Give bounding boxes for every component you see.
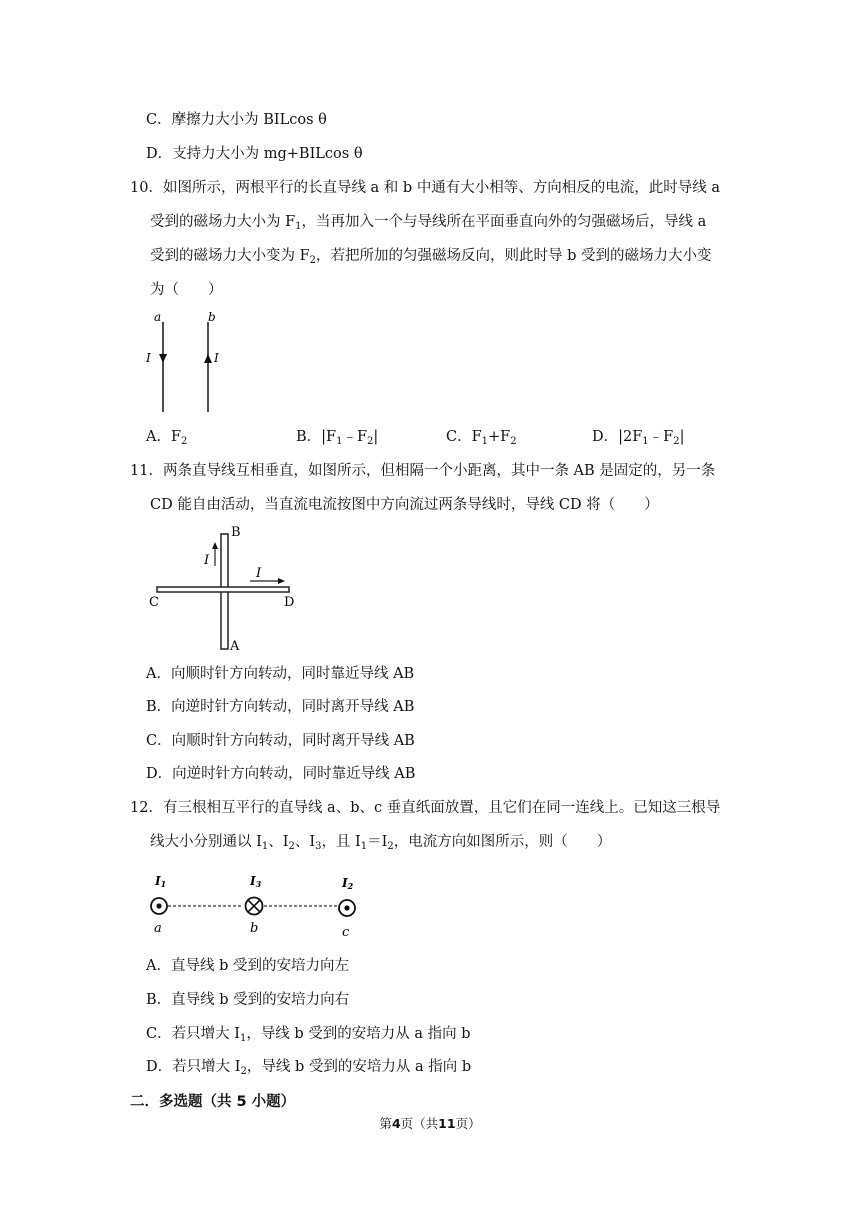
label-I-right: I xyxy=(214,351,219,365)
label-I1: I1 xyxy=(155,874,167,889)
q10-stem-line3: 受到的磁场力大小变为 $F_2$，若把所加的匀强磁场反向，则此时导 b 受到的磁场力大小变 xyxy=(150,248,712,266)
label-I3: I3 xyxy=(250,874,262,889)
label-D: D xyxy=(284,595,295,610)
q12-option-b: B．直导线 b 受到的安培力向右 xyxy=(146,992,350,1008)
q10-parallel-wires-diagram xyxy=(140,308,240,418)
q11-option-d: D．向逆时针方向转动，同时靠近导线 AB xyxy=(146,766,416,782)
wire-a-out-of-page-icon xyxy=(151,898,167,914)
q10-stem-line4: 为（ ） xyxy=(150,282,223,298)
wire-c-out-of-page-icon xyxy=(339,900,355,916)
q12-option-a: A．直导线 b 受到的安培力向左 xyxy=(146,958,349,974)
label-a: a xyxy=(154,921,162,936)
page-footer: 第4页（共11页） xyxy=(379,1116,481,1131)
q11-stem-line2: CD 能自由活动，当直流电流按图中方向流过两条导线时，导线 CD 将（ ） xyxy=(150,497,659,513)
q11-option-b: B．向逆时针方向转动，同时离开导线 AB xyxy=(146,699,415,715)
q10-option-c: C．$F_1+F_2$ xyxy=(446,429,517,447)
q12-option-c: C．若只增大 $I_1$，导线 b 受到的安培力从 a 指向 b xyxy=(146,1026,471,1044)
label-c: c xyxy=(342,925,350,940)
q11-option-c: C．向顺时针方向转动，同时离开导线 AB xyxy=(146,733,415,749)
q12-stem-line2: 线大小分别通以 $I_1$、$I_2$、$I_3$，且 $I_1=I_2$，电流方向如图所示，则（ ） xyxy=(150,834,612,852)
q12-stem-line1: 12．有三根相互平行的直导线 a、b、c 垂直纸面放置，且它们在同一连线上。已知这三根导 xyxy=(130,800,721,816)
q11-option-a: A．向顺时针方向转动，同时靠近导线 AB xyxy=(146,666,415,682)
q10-option-a: A．$F_2$ xyxy=(146,429,188,447)
label-A: A xyxy=(230,639,240,652)
q12-option-d: D．若只增大 $I_2$，导线 b 受到的安培力从 a 指向 b xyxy=(146,1059,472,1077)
q10-option-d: D．$|2F_1﹣F_2|$ xyxy=(592,429,685,447)
q11-stem-line1: 11．两条直导线互相垂直，如图所示，但相隔一个小距离，其中一条 AB 是固定的，另一条 xyxy=(130,463,716,479)
q12-three-wires-diagram xyxy=(140,870,370,942)
label-I2: I2 xyxy=(342,876,354,891)
current-arrow-up-icon xyxy=(212,542,218,549)
label-I-left: I xyxy=(146,351,151,365)
label-b: b xyxy=(208,310,216,324)
label-a: a xyxy=(154,310,162,324)
label-I-vertical: I xyxy=(204,553,210,568)
label-b: b xyxy=(250,921,259,936)
q10-option-b: B．$|F_1﹣F_2|$ xyxy=(296,429,379,447)
q10-stem-line1: 10．如图所示，两根平行的长直导线 a 和 b 中通有大小相等、方向相反的电流，此时导线 a xyxy=(130,180,721,196)
wire-b-into-page-icon xyxy=(246,898,263,915)
label-C: C xyxy=(149,595,159,610)
label-B: B xyxy=(231,525,241,540)
q10-stem-line2: 受到的磁场力大小为 $F_1$，当再加入一个与导线所在平面垂直向外的匀强磁场后，导线 a xyxy=(150,214,707,232)
current-arrow-right-icon xyxy=(278,578,285,584)
q11-perpendicular-wires-diagram xyxy=(145,522,310,652)
label-I-horizontal: I xyxy=(256,566,262,581)
q9-option-d: D．支持力大小为 mg+BILcos θ xyxy=(146,146,363,162)
current-arrow-down-icon xyxy=(159,354,167,363)
q9-option-c: C．摩擦力大小为 BILcos θ xyxy=(146,112,327,128)
current-arrow-up-icon xyxy=(204,354,212,363)
section-title: 二．多选题（共 5 小题） xyxy=(130,1094,296,1110)
